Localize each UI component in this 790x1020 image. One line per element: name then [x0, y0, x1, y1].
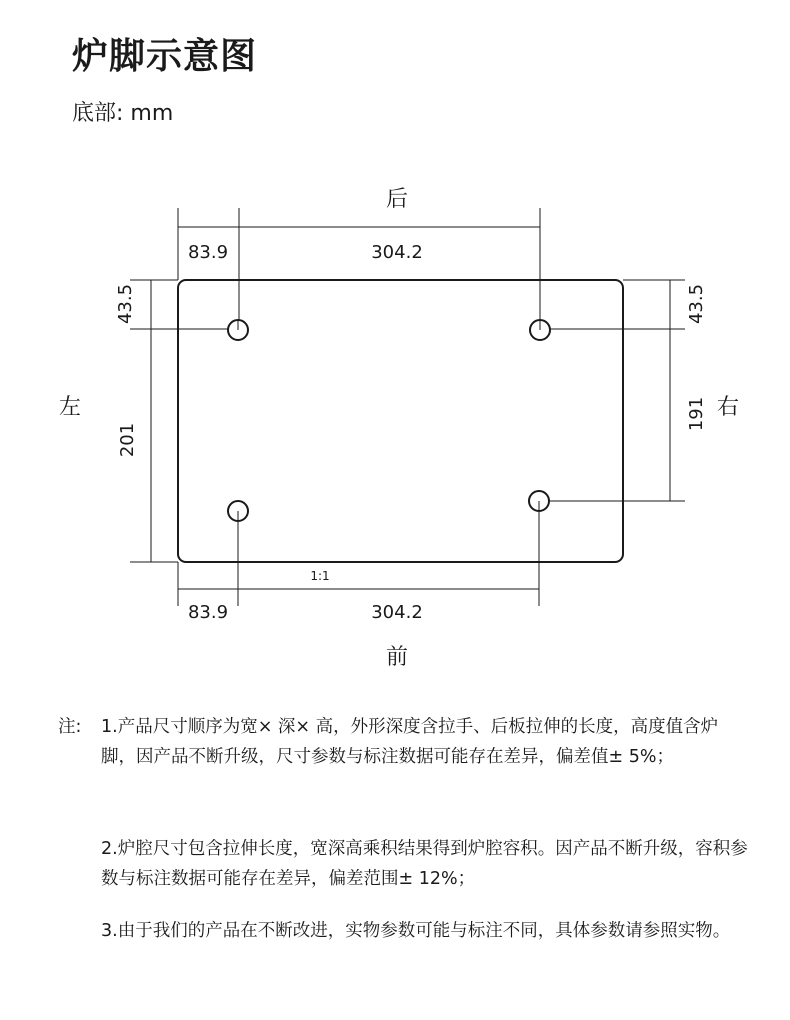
unit-label: 底部: mm [72, 101, 174, 126]
note-item-3: 3.由于我们的产品在不断改进，实物参数可能与标注不同，具体参数请参照实物。 [101, 921, 731, 941]
direction-right: 右 [716, 395, 740, 420]
dim-left-height: 201 [117, 422, 138, 458]
dim-top-span: 304.2 [371, 242, 423, 263]
scale-label: 1:1 [310, 569, 330, 583]
direction-back: 后 [385, 187, 409, 212]
note-item-1: 1.产品尺寸顺序为宽× 深× 高，外形深度含拉手、后板拉伸的长度，高度值含炉脚，因产品不断升级，尺寸参数与标注数据可能存在差异，偏差值± 5%； [101, 717, 719, 767]
dim-left-top: 43.5 [115, 283, 136, 325]
page-title: 炉脚示意图 [72, 36, 258, 77]
notes-prefix: 注: [58, 717, 82, 737]
dim-right-top: 43.5 [686, 283, 707, 325]
dim-bottom-left: 83.9 [187, 602, 229, 623]
dim-top-left: 83.9 [187, 242, 229, 263]
note-item-2: 2.炉腔尺寸包含拉伸长度，宽深高乘积结果得到炉腔容积。因产品不断升级，容积参数与标注数据可能存在差异，偏差范围± 12%； [101, 839, 748, 889]
dim-bottom-span: 304.2 [371, 602, 423, 623]
direction-front: 前 [385, 645, 409, 670]
dim-right-span: 191 [686, 396, 707, 432]
direction-left: 左 [58, 395, 82, 420]
